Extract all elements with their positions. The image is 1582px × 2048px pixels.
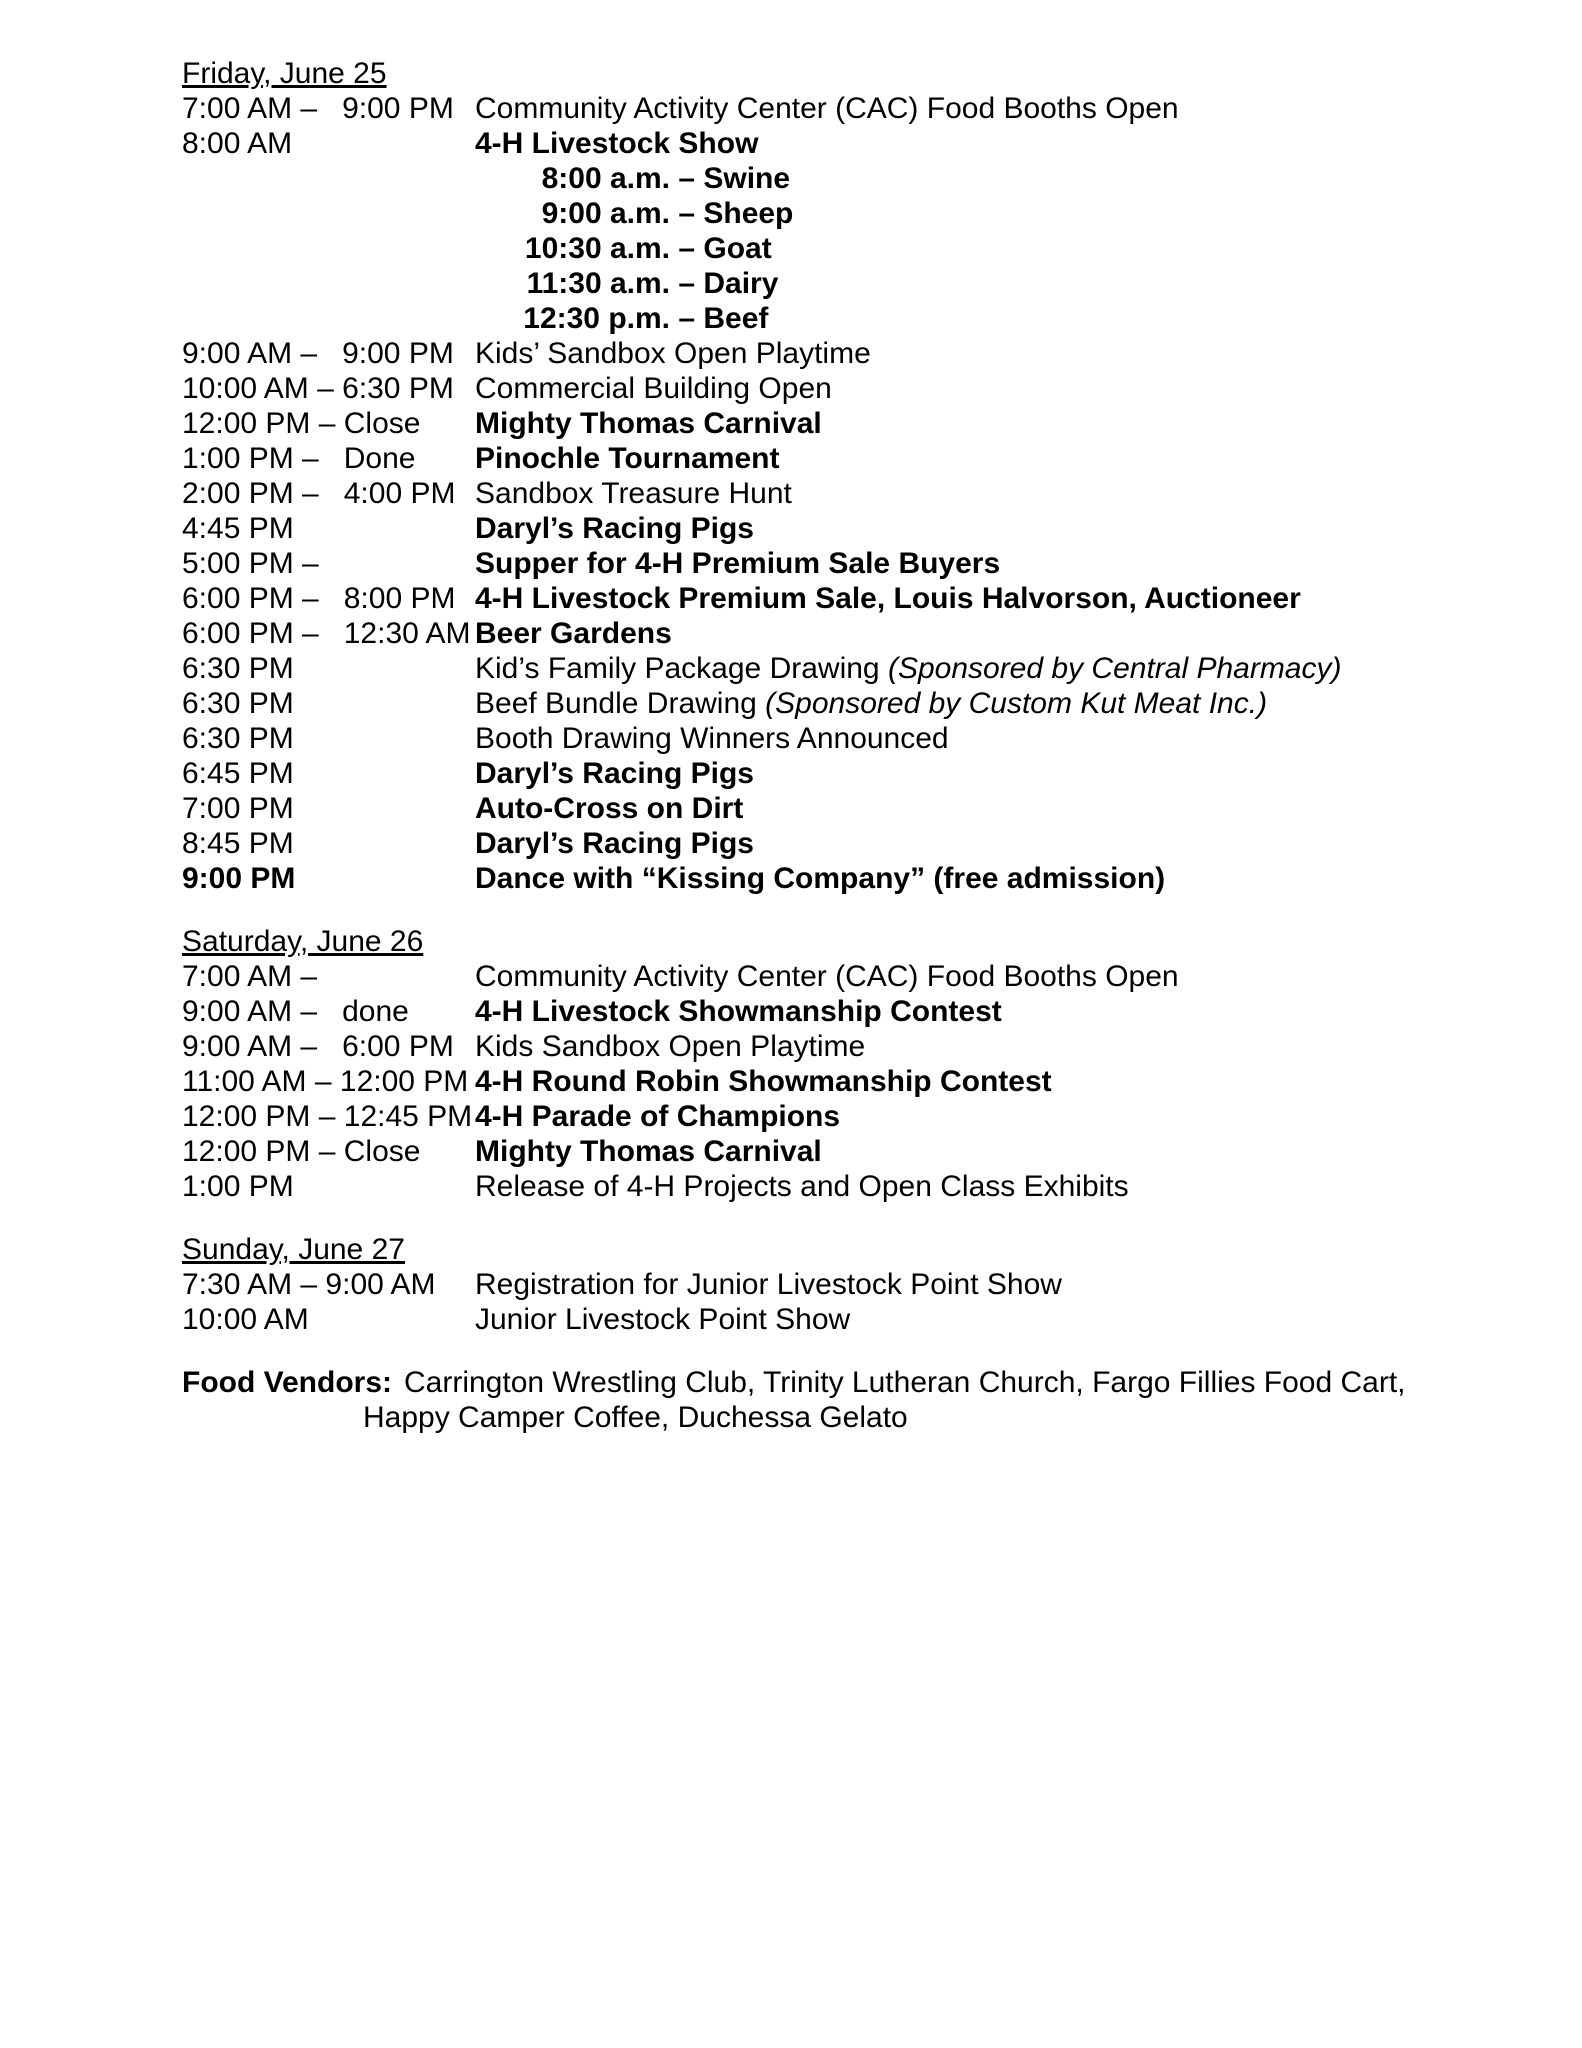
sub-item-label: – Beef — [670, 302, 769, 335]
event-description — [475, 826, 1542, 861]
livestock-sub-item — [475, 196, 1542, 231]
schedule-row — [182, 959, 1542, 994]
event-time: 8:45 PM — [182, 827, 294, 860]
sponsor-note: (Sponsored by Central Pharmacy) — [887, 652, 1342, 685]
schedule-row — [182, 1169, 1542, 1204]
event-description — [475, 546, 1542, 581]
event-title: 4-H Livestock Show — [475, 127, 759, 160]
event-title: 4-H Parade of Champions — [475, 1100, 841, 1133]
schedule-row — [182, 581, 1542, 616]
livestock-sub-item — [475, 301, 1542, 336]
event-title: 4-H Livestock Premium Sale, Louis Halvorson, Auctioneer — [475, 582, 1301, 615]
sub-item-label: – Sheep — [670, 197, 794, 230]
schedule-row — [182, 91, 1542, 126]
schedule-row — [182, 511, 1542, 546]
event-title: Commercial Building Open — [475, 372, 832, 405]
sub-item-time: 9:00 a.m. — [541, 197, 670, 230]
event-title: Mighty Thomas Carnival — [475, 407, 822, 440]
food-vendors-list-part1: Carrington Wrestling Club, Trinity Lutheran Church, Fargo Fillies Food Cart, — [404, 1366, 1406, 1399]
event-time: 12:00 PM – 12:45 PM — [182, 1100, 473, 1133]
event-description — [475, 1134, 1542, 1169]
schedule-row — [182, 994, 1542, 1029]
schedule-row — [182, 686, 1542, 721]
event-title: Sandbox Treasure Hunt — [475, 477, 792, 510]
section-heading: Sunday, June 27 — [182, 1233, 405, 1266]
event-time: 6:30 PM — [182, 687, 294, 720]
event-description — [475, 511, 1542, 546]
schedule-row — [182, 1302, 1542, 1337]
event-time: 6:00 PM – 12:30 AM — [182, 617, 471, 650]
schedule-row — [182, 651, 1542, 686]
event-description — [475, 1099, 1542, 1134]
event-time: 6:45 PM — [182, 757, 294, 790]
event-description — [475, 1169, 1542, 1204]
schedule-row — [182, 546, 1542, 581]
schedule-row — [182, 371, 1542, 406]
sub-item-time: 12:30 p.m. — [523, 302, 670, 335]
food-vendors-label: Food Vendors: — [182, 1366, 392, 1399]
event-description — [475, 959, 1542, 994]
event-time: 10:00 AM — [182, 1303, 309, 1336]
event-title: Daryl’s Racing Pigs — [475, 512, 754, 545]
event-time: 7:00 AM – — [182, 960, 318, 993]
event-title: Beef Bundle Drawing — [475, 687, 766, 720]
event-time: 2:00 PM – 4:00 PM — [182, 477, 456, 510]
event-description — [475, 476, 1542, 511]
schedule-row — [182, 126, 1542, 336]
event-description — [475, 616, 1542, 651]
event-time: 12:00 PM – Close — [182, 407, 421, 440]
schedule-row — [182, 336, 1542, 371]
event-title: Kids’ Sandbox Open Playtime — [475, 337, 871, 370]
schedule-row — [182, 406, 1542, 441]
event-description — [475, 791, 1542, 826]
event-title: Community Activity Center (CAC) Food Booths Open — [475, 960, 1179, 993]
event-time: 6:00 PM – 8:00 PM — [182, 582, 456, 615]
event-time: 9:00 AM – 6:00 PM — [182, 1030, 454, 1063]
event-time: 9:00 PM — [182, 862, 296, 895]
event-title: Registration for Junior Livestock Point Show — [475, 1268, 1062, 1301]
section-heading: Friday, June 25 — [182, 57, 387, 90]
schedule-row — [182, 826, 1542, 861]
schedule-section — [182, 924, 1542, 1204]
event-time: 7:30 AM – 9:00 AM — [182, 1268, 436, 1301]
event-time: 4:45 PM — [182, 512, 294, 545]
schedule-row — [182, 1267, 1542, 1302]
event-description — [475, 861, 1542, 896]
event-time: 6:30 PM — [182, 722, 294, 755]
sub-item-time: 8:00 a.m. — [541, 162, 670, 195]
event-time: 10:00 AM – 6:30 PM — [182, 372, 454, 405]
schedule-row — [182, 476, 1542, 511]
schedule-row — [182, 861, 1542, 896]
event-description — [475, 581, 1542, 616]
event-description — [475, 756, 1542, 791]
schedule-row — [182, 756, 1542, 791]
event-description — [475, 721, 1542, 756]
event-title: Supper for 4-H Premium Sale Buyers — [475, 547, 1001, 580]
event-description — [475, 371, 1542, 406]
section-heading: Saturday, June 26 — [182, 925, 424, 958]
food-vendors-line1 — [182, 1365, 1542, 1400]
event-title: Junior Livestock Point Show — [475, 1303, 851, 1336]
sponsor-note: (Sponsored by Custom Kut Meat Inc.) — [765, 687, 1268, 720]
schedule-row — [182, 1029, 1542, 1064]
schedule-row — [182, 721, 1542, 756]
sub-item-label: – Swine — [670, 162, 791, 195]
livestock-sub-item — [475, 266, 1542, 301]
event-title: Community Activity Center (CAC) Food Booths Open — [475, 92, 1179, 125]
event-title: Kid’s Family Package Drawing — [475, 652, 888, 685]
event-title: Pinochle Tournament — [475, 442, 780, 475]
event-description — [475, 406, 1542, 441]
schedule-row — [182, 1064, 1542, 1099]
event-title: Release of 4-H Projects and Open Class Exhibits — [475, 1170, 1129, 1203]
event-title: Beer Gardens — [475, 617, 672, 650]
food-vendors-list-part2: Happy Camper Coffee, Duchessa Gelato — [363, 1401, 908, 1434]
event-description — [475, 1267, 1542, 1302]
event-time: 1:00 PM – Done — [182, 442, 416, 475]
event-title: Daryl’s Racing Pigs — [475, 827, 754, 860]
schedule-section — [182, 1232, 1542, 1337]
event-description — [475, 1064, 1542, 1099]
food-vendors — [182, 1365, 1542, 1435]
schedule — [182, 56, 1542, 1337]
event-time: 8:00 AM — [182, 127, 293, 160]
event-title: Daryl’s Racing Pigs — [475, 757, 754, 790]
event-title: 4-H Round Robin Showmanship Contest — [475, 1065, 1052, 1098]
event-time: 7:00 AM – 9:00 PM — [182, 92, 454, 125]
event-description — [475, 686, 1542, 721]
sub-item-label: – Dairy — [670, 267, 779, 300]
event-time: 1:00 PM — [182, 1170, 294, 1203]
schedule-row — [182, 616, 1542, 651]
event-title: Booth Drawing Winners Announced — [475, 722, 949, 755]
schedule-section — [182, 56, 1542, 896]
schedule-row — [182, 791, 1542, 826]
sub-item-label: – Goat — [670, 232, 772, 265]
event-time: 9:00 AM – 9:00 PM — [182, 337, 454, 370]
event-description — [475, 126, 1542, 336]
event-time: 6:30 PM — [182, 652, 294, 685]
event-description — [475, 91, 1542, 126]
event-time: 7:00 PM — [182, 792, 294, 825]
sub-item-time: 10:30 a.m. — [524, 232, 670, 265]
event-time: 12:00 PM – Close — [182, 1135, 421, 1168]
event-time: 5:00 PM – — [182, 547, 319, 580]
event-title: Dance with “Kissing Company” (free admission) — [475, 862, 1166, 895]
event-description — [475, 336, 1542, 371]
event-title: 4-H Livestock Showmanship Contest — [475, 995, 1002, 1028]
event-description — [475, 994, 1542, 1029]
sub-item-time: 11:30 a.m. — [526, 267, 670, 300]
event-time: 11:00 AM – 12:00 PM — [182, 1065, 469, 1098]
event-description — [475, 651, 1542, 686]
livestock-sub-item — [475, 161, 1542, 196]
event-description — [475, 1029, 1542, 1064]
event-time: 9:00 AM – done — [182, 995, 409, 1028]
livestock-sub-item — [475, 231, 1542, 266]
event-description — [475, 441, 1542, 476]
event-title: Auto-Cross on Dirt — [475, 792, 744, 825]
event-title: Mighty Thomas Carnival — [475, 1135, 822, 1168]
schedule-row — [182, 1099, 1542, 1134]
event-title: Kids Sandbox Open Playtime — [475, 1030, 866, 1063]
schedule-row — [182, 1134, 1542, 1169]
schedule-row — [182, 441, 1542, 476]
event-description — [475, 1302, 1542, 1337]
